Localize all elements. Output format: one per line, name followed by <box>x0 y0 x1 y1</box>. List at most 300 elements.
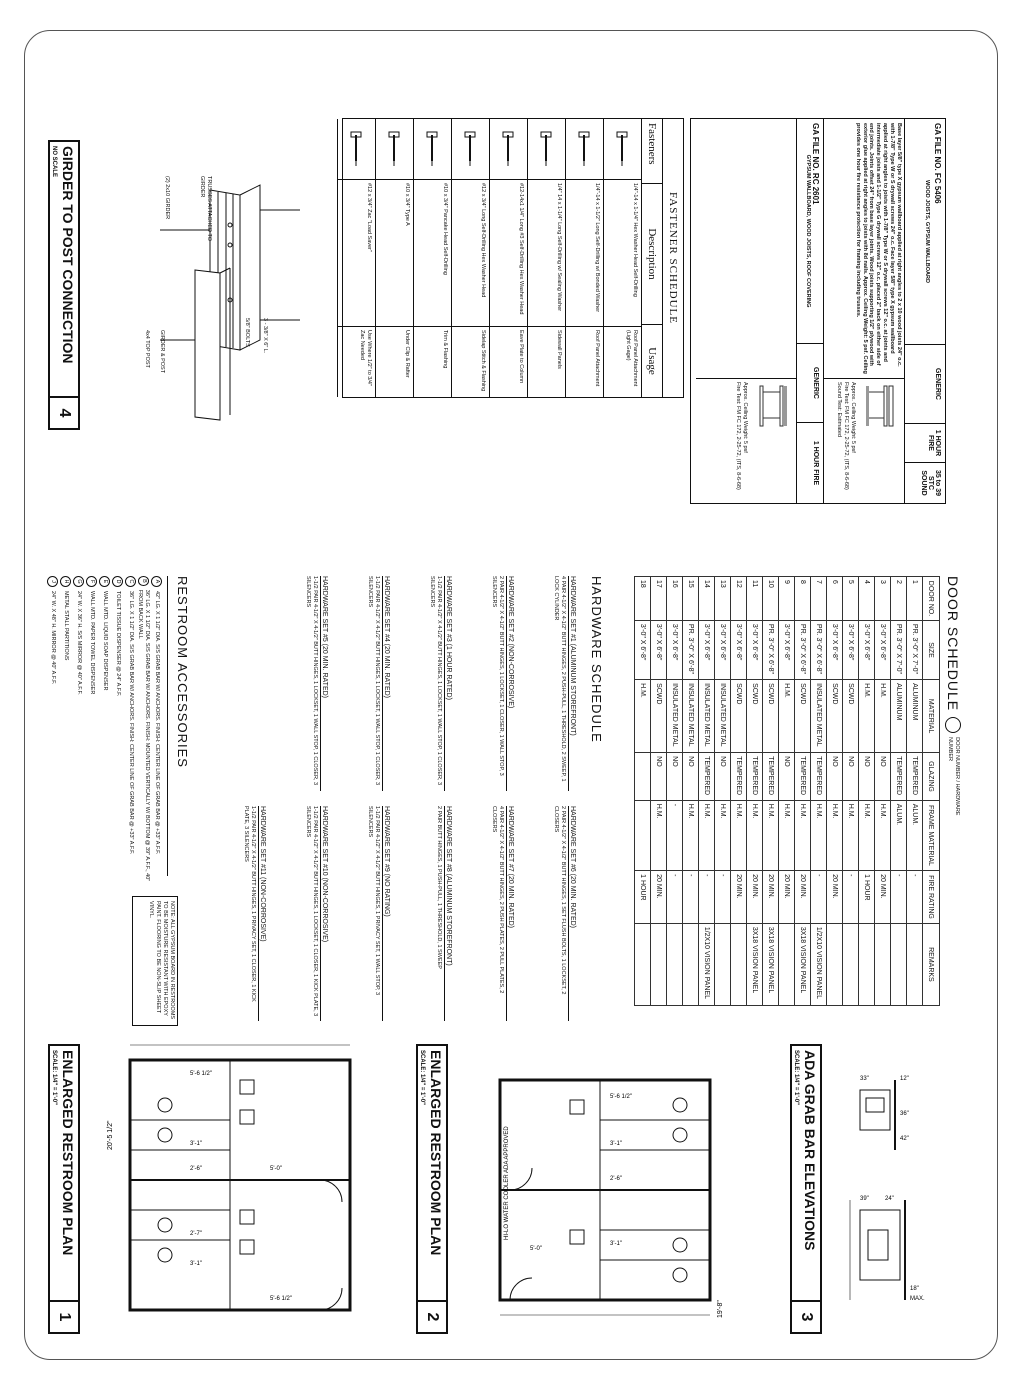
fastener-usage: Use Where 1/2" to 3/4" Zac Needed <box>359 330 372 386</box>
door-cell: - <box>907 871 923 924</box>
door-cell: TEMPERED <box>731 753 747 801</box>
door-cell: PR. 3'-0" X 6'-8" <box>795 620 811 679</box>
fastener-usage: Roof Panel Attachment <box>594 330 600 387</box>
rc-fire-test: Fire Test: FM FC 172, 2-25-72, (ITS, 8-6-68) <box>735 382 742 490</box>
accessory-text: WALL MTD. LIQUID SOAP DISPENSER <box>101 591 108 691</box>
fastener-row <box>489 119 527 397</box>
door-cell: SCWD <box>747 680 763 753</box>
hardware-set-items: 4 PAIR 4-1/2" X 4-1/2" BUTT HINGES, 2 PUSH PLATES, 2 PULL PLATES, 2 CLOSERS <box>491 806 504 994</box>
accessory-letter: G <box>73 576 84 587</box>
door-cell: H.M. <box>683 800 699 870</box>
plan1-dim-7: 5'-6 1/2" <box>270 1296 292 1302</box>
rc-subtitle: GYPSUM WALLBOARD, WOOD JOISTS, ROOF COVERING <box>805 154 811 308</box>
elev3-number: 3 <box>792 1300 820 1332</box>
accessories-note-box <box>132 896 178 1026</box>
door-cell: NO <box>779 753 795 801</box>
door-cell: - <box>843 871 859 924</box>
door-legend-text: DOOR NUMBER / HARDWARE NUMBER <box>947 737 960 816</box>
girder-callout-2: (2) 2x10 GIRDER <box>164 176 170 220</box>
elev3-dim-6: 24" <box>885 1196 894 1202</box>
hardware-set-items: 4 PAIR 4-1/2" X 4-1/2" BUTT HINGES, 2 PUSH-PULL, 1 THRESHOLD, 2 SWEEP, 1 LOCK CYLINDER <box>553 576 566 782</box>
girder-post-drawing <box>140 170 340 430</box>
plan2-dim-3: 2'-6" <box>610 1176 622 1182</box>
door-cell: TEMPERED <box>747 753 763 801</box>
door-row <box>795 577 811 1006</box>
fc-file-no: GA FILE NO. FC 5406 <box>933 123 942 204</box>
detail4-title-block <box>48 140 80 430</box>
plan1-number: 1 <box>50 1300 78 1332</box>
accessory-text: WALL MTD. PAPER TOWEL DISPENSER <box>88 591 95 695</box>
hardware-set <box>366 576 390 791</box>
hardware-set-name: HARDWARE SET #1 (ALUMINUM STOREFRONT) <box>568 576 576 791</box>
door-cell: 7 <box>811 577 827 621</box>
door-cell: H.M. <box>699 800 715 870</box>
elev3-scale: SCALE: 1/4" = 1'-0" <box>793 1050 799 1105</box>
door-cell: H.M. <box>651 800 667 870</box>
door-cell: 20 MIN. <box>763 871 779 924</box>
door-row <box>859 577 875 1006</box>
plan1-dim-5: 2'-7" <box>190 1231 202 1237</box>
door-cell: NO <box>875 753 891 801</box>
accessory-letter: F <box>86 576 97 587</box>
door-row <box>811 577 827 1006</box>
door-row <box>651 577 667 1006</box>
door-cell: - <box>715 871 731 924</box>
hardware-set-name: HARDWARE SET #4 (20 MIN. RATED) <box>382 576 390 791</box>
door-cell: SCWD <box>651 680 667 753</box>
girder-callout-3: 3 - 3/8" X 6" L. <box>262 318 268 354</box>
door-cell: SCWD <box>731 680 747 753</box>
hardware-set <box>552 576 576 791</box>
door-cell: 5 <box>843 577 859 621</box>
accessory-text: 42" LG. X 1 1/2" DIA. S/S GRAB BAR W/ ANCHORS. FINISH: CENTER LINE OF GRAB BAR @ +33" A.F.F. <box>153 591 160 855</box>
hardware-set-items: 1-1/2 PAIR 4-1/2" X 4-1/2" BUTT HINGES, 1 LOCKSET, 1 WALL STOP, 1 CLOSER, 3 SILENCERS <box>305 576 318 786</box>
door-cell: H.M. <box>731 800 747 870</box>
fastener-usage: Sidewall Panels <box>556 330 562 369</box>
door-col-header: MATERIAL <box>923 680 940 753</box>
hardware-set-name: HARDWARE SET #5 (20 MIN. RATED) <box>320 576 328 791</box>
door-cell: 8 <box>795 577 811 621</box>
elev3-dim-8: MAX. <box>910 1296 925 1302</box>
fastener-description: 1/4" 14 x 1-1/4" Long Self-Drilling w/ Sealing Washer <box>528 180 565 327</box>
door-cell: 3'-0" X 6'-8" <box>747 620 763 679</box>
fastener-description: #10 x 3/4" Type A <box>376 180 413 327</box>
door-cell: 20 MIN. <box>731 871 747 924</box>
girder-callout-4: 5/8" BOLTS <box>244 318 250 347</box>
door-cell: - <box>699 871 715 924</box>
door-row <box>763 577 779 1006</box>
door-cell <box>635 753 651 801</box>
plan2-number: 2 <box>418 1300 446 1332</box>
door-cell: 3'-0" X 6'-8" <box>875 620 891 679</box>
girder-callout-5: GIRDER & POST <box>159 330 165 374</box>
door-cell <box>731 923 747 1005</box>
door-cell: NO <box>667 753 683 801</box>
door-cell: 1 HOUR <box>859 871 875 924</box>
fastener-schedule <box>342 118 684 398</box>
accessory-text: 24" W. X 48" H. MIRROR @ 40" A.F.F. <box>49 591 56 685</box>
door-cell: H.M. <box>843 800 859 870</box>
elev3-title-block <box>790 1044 822 1334</box>
door-cell: TEMPERED <box>699 753 715 801</box>
door-row <box>907 577 923 1006</box>
door-cell: TEMPERED <box>811 753 827 801</box>
ga-file-block <box>690 118 946 504</box>
door-cell: 18 <box>635 577 651 621</box>
hardware-title: HARDWARE SCHEDULE <box>589 576 604 743</box>
door-cell: 3X18 VISION PANEL <box>795 923 811 1005</box>
hardware-set-name: HARDWARE SET #2 (NON-CORROSIVE) <box>506 576 514 791</box>
accessory-item <box>111 576 124 886</box>
accessories-title: RESTROOM ACCESSORIES <box>167 576 190 876</box>
door-cell: ALUM. <box>907 800 923 870</box>
door-cell <box>907 923 923 1005</box>
door-row <box>747 577 763 1006</box>
fastener-description: #12-14x1 1/4" Long #3 Self-Drilling Hex Washer Head <box>490 180 527 327</box>
fastener-icon <box>452 119 489 180</box>
door-row <box>667 577 683 1006</box>
door-cell <box>651 923 667 1005</box>
plan1-dim-4: 5'-0" <box>270 1166 282 1172</box>
door-cell: 3'-0" X 6'-8" <box>651 620 667 679</box>
door-cell: 16 <box>667 577 683 621</box>
fastener-row <box>565 119 603 397</box>
fastener-usage: Eave Plate to Column <box>518 330 524 384</box>
plan1-dim-1: 5'-6 1/2" <box>190 1071 212 1077</box>
elev3-dim-2: 12" <box>900 1076 909 1082</box>
door-cell: INSULATED METAL <box>667 680 683 753</box>
fastener-col-description: Description <box>642 184 662 325</box>
door-col-header: SIZE <box>923 620 940 679</box>
plan1-scale: SCALE: 1/4" = 1'-0" <box>51 1050 57 1105</box>
hardware-set-name: HARDWARE SET #6 (20 MIN. RATED) <box>568 806 576 1021</box>
door-cell <box>843 923 859 1005</box>
accessory-text: 24" W. X 36" H. S/S MIRROR @ 40" A.F.F. <box>75 591 82 695</box>
door-col-header: REMARKS <box>923 923 940 1005</box>
door-cell: 3 <box>875 577 891 621</box>
fc-category: GENERIC <box>905 345 945 424</box>
door-legend-symbol <box>945 717 961 733</box>
door-cell: TEMPERED <box>907 753 923 801</box>
fastener-row <box>603 119 641 397</box>
detail4-title: GIRDER TO POST CONNECTION <box>60 146 76 364</box>
fastener-description: 1/4"-14 x 1-1/2" Long Self-Drilling w/ Bonded Washer <box>566 180 603 327</box>
accessory-text: 36" LG. X 1 1/2" DIA. S/S GRAB BAR W/ ANCHORS. FINISH: MOUNTED VERTICALLY W/ BOTTOM @ 39" A.F.F., 40" FROM BACK WALL <box>137 589 151 882</box>
accessory-letter: A <box>151 576 162 587</box>
door-cell: 3'-0" X 6'-8" <box>635 620 651 679</box>
fastener-row <box>527 119 565 397</box>
fastener-icon <box>414 119 451 180</box>
fastener-description: #12 x 3/4" Zac "Load Saver" <box>338 180 375 327</box>
accessory-item <box>46 576 59 886</box>
hardware-set-items: 1-1/2 PAIR 4-1/2" X 4-1/2" BUTT HINGES, 1 LOCKSET, 1 WALL STOP, 1 CLOSER, 3 SILENCERS <box>367 576 380 786</box>
door-cell: 11 <box>747 577 763 621</box>
door-cell: 3X18 VISION PANEL <box>747 923 763 1005</box>
plan1-dim-top: 20'-5 1/2" <box>107 1120 114 1150</box>
fastener-icon <box>566 119 603 180</box>
accessory-item <box>150 576 163 886</box>
door-cell: SCWD <box>843 680 859 753</box>
fc-subtitle: WOOD JOISTS, GYPSUM WALLBOARD <box>924 180 930 283</box>
elev3-dim-5: 39" <box>860 1196 869 1202</box>
door-cell: - <box>667 800 683 870</box>
door-cell: INSULATED METAL <box>683 680 699 753</box>
door-cell: ALUM. <box>891 800 907 870</box>
door-cell: H.M. <box>875 680 891 753</box>
elev3-title: ADA GRAB BAR ELEVATIONS <box>802 1050 818 1251</box>
fc-fire-test: Fire Test: FM FC 172, 2-25-72, (ITS, 8-6-68) <box>843 382 850 490</box>
hardware-set <box>366 806 390 1021</box>
door-cell: PR. 3'-0" X 6'-8" <box>763 620 779 679</box>
detail4-number: 4 <box>50 396 78 428</box>
fastener-row <box>451 119 489 397</box>
fastener-usage: Sidelap Stitch & Flashing <box>480 330 486 392</box>
accessories-note: NOTE: ALL GYPSUM BOARD IN RESTROOMS TO BE MOISTURE RESISTANT WITH EPOXY PAINT. FLOORING TO BE NON-SLIP SHEET VINYL. <box>148 901 175 1020</box>
fc-body: Base layer 5/8" type X gypsum wallboard applied at right angles to 2 x 10 wood joists 24" o.c. with 1-7/8" Type W or S drywall screws 24" o.c. Face layer 5/8" type X gypsum wallboard applied at right angles to joists with 1-7/8" Type W or S drywall screws 12" o.c. at joints and intermediate joists and 1-1/2" Type G drywall screws 12" o.c. placed 2" back on either side of end joints. Joints offset 24" from base layer joints. Wood joists supporting 1/2" plywood with exterior glue applied at right angles to joists with 8d nails. Approx. Ceiling Weight: 5 psf. Ceiling provides one hour fire resistance protection for framing including trusses. <box>854 123 902 374</box>
hardware-set-items: 1-1/2 PAIR 4-1/2" X 4-1/2" BUTT HINGES, 1 PRIVACY SET, 1 CLOSER, 1 KICK PLATE, 3 SILENCERS <box>243 806 256 1002</box>
door-cell <box>683 923 699 1005</box>
rc-rating: 1 HOUR FIRE <box>812 440 819 486</box>
door-cell <box>715 923 731 1005</box>
door-cell: 20 MIN. <box>795 871 811 924</box>
hardware-set <box>304 806 328 1021</box>
door-cell: 6 <box>827 577 843 621</box>
rc-assembly-sketch <box>753 382 793 432</box>
door-cell: 2 <box>891 577 907 621</box>
hardware-set-name: HARDWARE SET #7 (20 MIN. RATED) <box>506 806 514 1021</box>
door-cell: 13 <box>715 577 731 621</box>
door-cell: 10 <box>763 577 779 621</box>
accessory-letter: D <box>112 576 123 587</box>
hardware-set <box>490 576 514 791</box>
door-cell: ALUMINUM <box>907 680 923 753</box>
hardware-set-name: HARDWARE SET #8 (ALUMINUM STOREFRONT) <box>444 806 452 1021</box>
plan2-dim-bottom: 19'-8" <box>717 1300 724 1318</box>
accessory-letter: H <box>60 576 71 587</box>
door-cell: 1/2X10 VISION PANEL <box>811 923 827 1005</box>
door-row <box>683 577 699 1006</box>
detail4-scale: NO SCALE <box>51 146 57 178</box>
plan2-dim-5: 5'-0" <box>530 1246 542 1252</box>
door-schedule-title: DOOR SCHEDULE <box>945 576 961 712</box>
plan1-dim-3: 2'-6" <box>190 1166 202 1172</box>
door-cell: SCWD <box>827 680 843 753</box>
door-cell <box>891 923 907 1005</box>
door-cell: 20 MIN. <box>747 871 763 924</box>
door-cell: H.M. <box>635 680 651 753</box>
door-schedule <box>624 576 966 1006</box>
accessory-letter: B <box>138 576 149 586</box>
hardware-set-items: 2 PAIR BUTT HINGES, 1 PUSH-PULL, 1 THRESHOLD, 1 SWEEP <box>436 806 442 969</box>
door-cell: INSULATED METAL <box>699 680 715 753</box>
door-cell: PR. 3'-0" X 7'-0" <box>891 620 907 679</box>
fastener-usage: Trim & Flashing <box>442 330 448 369</box>
door-row <box>779 577 795 1006</box>
door-cell: NO <box>715 753 731 801</box>
door-cell: NO <box>827 753 843 801</box>
door-cell: NO <box>859 753 875 801</box>
fc-assembly-sketch <box>861 382 901 432</box>
door-cell: H.M. <box>747 800 763 870</box>
door-cell: H.M. <box>779 680 795 753</box>
door-cell: 3'-0" X 6'-8" <box>731 620 747 679</box>
fastener-icon <box>490 119 527 180</box>
door-col-header: GLAZING <box>923 753 940 801</box>
door-cell: SCWD <box>763 680 779 753</box>
hardware-set-items: 2 PAIR 4-1/2" X 4-1/2" BUTT HINGES, 1 SET FLUSH BOLTS, 1 LOCKSET, 2 CLOSERS <box>553 806 566 995</box>
girder-callout-6: 4x4 TOP POST <box>144 330 150 368</box>
door-row <box>843 577 859 1006</box>
door-cell: TEMPERED <box>763 753 779 801</box>
door-cell: 14 <box>699 577 715 621</box>
door-cell: 3'-0" X 6'-8" <box>667 620 683 679</box>
door-cell: 12 <box>731 577 747 621</box>
door-cell: 3'-0" X 6'-8" <box>843 620 859 679</box>
door-row <box>715 577 731 1006</box>
door-row <box>891 577 907 1006</box>
door-cell <box>827 923 843 1005</box>
fc-sound-test: Sound Test: Estimated <box>836 382 843 437</box>
fastener-description: #10 x 3/4" Pancake Head Self-Drilling <box>414 180 451 327</box>
plan2-dim-1: 5'-6 1/2" <box>610 1094 632 1100</box>
rc-category: GENERIC <box>797 344 823 423</box>
plan1-title: ENLARGED RESTROOM PLAN <box>60 1050 76 1256</box>
door-cell: 3'-0" X 6'-8" <box>827 620 843 679</box>
door-cell: 17 <box>651 577 667 621</box>
hardware-set <box>428 576 452 791</box>
plan2-scale: SCALE: 1/4" = 1'-0" <box>419 1050 425 1105</box>
door-cell: - <box>811 871 827 924</box>
door-cell: 1/2X10 VISION PANEL <box>699 923 715 1005</box>
hardware-set <box>490 806 514 1021</box>
door-cell: 4 <box>859 577 875 621</box>
accessory-item <box>72 576 85 886</box>
door-cell: PR. 3'-0" X 6'-8" <box>811 620 827 679</box>
restroom-plan-1-drawing <box>90 1020 360 1320</box>
door-row <box>875 577 891 1006</box>
plan2-title-block <box>416 1044 448 1334</box>
door-cell <box>635 923 651 1005</box>
accessory-item <box>85 576 98 886</box>
door-cell: 3'-0" X 6'-8" <box>859 620 875 679</box>
plan1-title-block <box>48 1044 80 1334</box>
hardware-set-items: 1-1/2 PAIR 4-1/2" X 4-1/2" BUTT HINGES, 1 PRIVACY SET, 1 WALL STOP, 3 SILENCERS <box>367 806 380 996</box>
restroom-plan-2-drawing <box>470 1040 730 1320</box>
fastener-icon <box>376 119 413 180</box>
rc-file-no: GA FILE NO. RC 2601 <box>811 123 820 205</box>
door-cell: - <box>683 871 699 924</box>
accessory-letter: C <box>125 576 136 587</box>
fastener-row <box>337 119 375 397</box>
door-cell: NO <box>651 753 667 801</box>
door-cell: NO <box>683 753 699 801</box>
accessory-text: METAL STALL PARTITIONS <box>62 591 69 661</box>
hardware-set-name: HARDWARE SET #10 (NON-CORROSIVE) <box>320 806 328 1021</box>
door-cell: 3X18 VISION PANEL <box>763 923 779 1005</box>
door-cell: 1 HOUR <box>635 871 651 924</box>
accessory-item <box>124 576 137 886</box>
door-cell: H.M. <box>811 800 827 870</box>
door-cell: TEMPERED <box>795 753 811 801</box>
hardware-set <box>552 806 576 1021</box>
door-cell: PR. 3'-0" X 7'-0" <box>907 620 923 679</box>
door-cell: 20 MIN. <box>827 871 843 924</box>
door-cell: H.M. <box>875 800 891 870</box>
fastener-title: FASTENER SCHEDULE <box>662 119 683 397</box>
door-cell: 3'-0" X 6'-8" <box>699 620 715 679</box>
fastener-row <box>413 119 451 397</box>
door-cell: PR. 3'-0" X 6'-8" <box>683 620 699 679</box>
accessory-item <box>137 576 150 886</box>
fastener-icon <box>604 119 641 180</box>
door-cell: SCWD <box>795 680 811 753</box>
fastener-col-usage: Usage <box>646 347 658 375</box>
door-cell <box>859 923 875 1005</box>
door-cell: H.M. <box>779 800 795 870</box>
fastener-icon <box>338 119 375 180</box>
door-cell: 20 MIN. <box>875 871 891 924</box>
accessory-text: TOILET TISSUE DISPENSER @ 24" A.F.F. <box>114 591 121 697</box>
restroom-accessories <box>30 576 190 886</box>
door-row <box>731 577 747 1006</box>
grab-bar-elevations-drawing <box>840 1060 950 1320</box>
door-row <box>827 577 843 1006</box>
fastener-col-fasteners: Fasteners <box>642 119 662 184</box>
plan2-dim-4: 3'-1" <box>610 1241 622 1247</box>
plan1-dim-2: 3'-1" <box>190 1141 202 1147</box>
accessory-item <box>59 576 72 886</box>
plan2-title: ENLARGED RESTROOM PLAN <box>428 1050 444 1256</box>
rc-ceiling-weight: Approx. Ceiling Weight: 5 psf <box>742 382 748 453</box>
hardware-set-items: 1-1/2 PAIR 4-1/2" X 4-1/2" BUTT HINGES, 1 LOCKSET, 1 WALL STOP, 1 CLOSER, 3 SILENCERS <box>429 576 442 786</box>
door-cell: TEMPERED <box>891 753 907 801</box>
door-cell: H.M. <box>827 800 843 870</box>
hardware-set-items: 2 PAIR 4-1/2" X 4-1/2" BUTT HINGES, 1 LOCKSET, 1 CLOSER, 1 WALL STOP, 3 SILENCERS <box>491 576 504 776</box>
hardware-set-name: HARDWARE SET #11 (NON-CORROSIVE) <box>258 806 266 1021</box>
door-col-header: FIRE RATING <box>923 871 940 924</box>
door-cell <box>779 923 795 1005</box>
door-cell: 20 MIN. <box>651 871 667 924</box>
fastener-icon <box>528 119 565 180</box>
hardware-set-name: HARDWARE SET #9 (NO RATING) <box>382 806 390 1021</box>
girder-callout-1: TRUSSES ATTACHED TO GIRDER <box>199 176 212 241</box>
door-col-header: DOOR NO. <box>923 577 940 621</box>
door-cell: 3'-0" X 6'-8" <box>779 620 795 679</box>
door-cell: H.M. <box>859 800 875 870</box>
hardware-set-items: 1-1/2 PAIR 4-1/2" X 4-1/2" BUTT HINGES, 1 LOCKSET, 1 CLOSER, 1 KICK PLATE, 3 SILENCERS <box>305 806 318 1017</box>
plan1-dim-6: 3'-1" <box>190 1261 202 1267</box>
fastener-row <box>375 119 413 397</box>
accessory-letter: J <box>47 576 58 587</box>
door-cell: INSULATED METAL <box>715 680 731 753</box>
door-row <box>635 577 651 1006</box>
fc-stc: 35 to 39 STC SOUND <box>920 469 941 497</box>
door-col-header: FRAME MATERIAL <box>923 800 940 870</box>
fastener-description: #12 x 3/4" Long Self-Drilling Hex Washer Head <box>452 180 489 327</box>
hardware-set <box>435 806 452 1021</box>
accessory-letter: E <box>99 576 110 587</box>
door-row <box>699 577 715 1006</box>
door-cell: 9 <box>779 577 795 621</box>
accessory-text: 36" LG. X 1 1/2" DIA. S/S GRAB BAR W/ ANCHORS. FINISH: CENTER LINE OF GRAB BAR @ +33" A.F.F. <box>127 591 134 855</box>
elev3-dim-1: 33" <box>860 1076 869 1082</box>
fastener-description: 1/4"-14 x 1-1/4" Hex Washer Head Self-Drilling <box>604 180 641 327</box>
elev3-dim-7: 18" <box>910 1286 919 1292</box>
door-cell: INSULATED METAL <box>811 680 827 753</box>
accessory-item <box>98 576 111 886</box>
fc-ceiling-weight: Approx. Ceiling Weight: 5 psf <box>850 382 856 453</box>
door-cell <box>667 923 683 1005</box>
